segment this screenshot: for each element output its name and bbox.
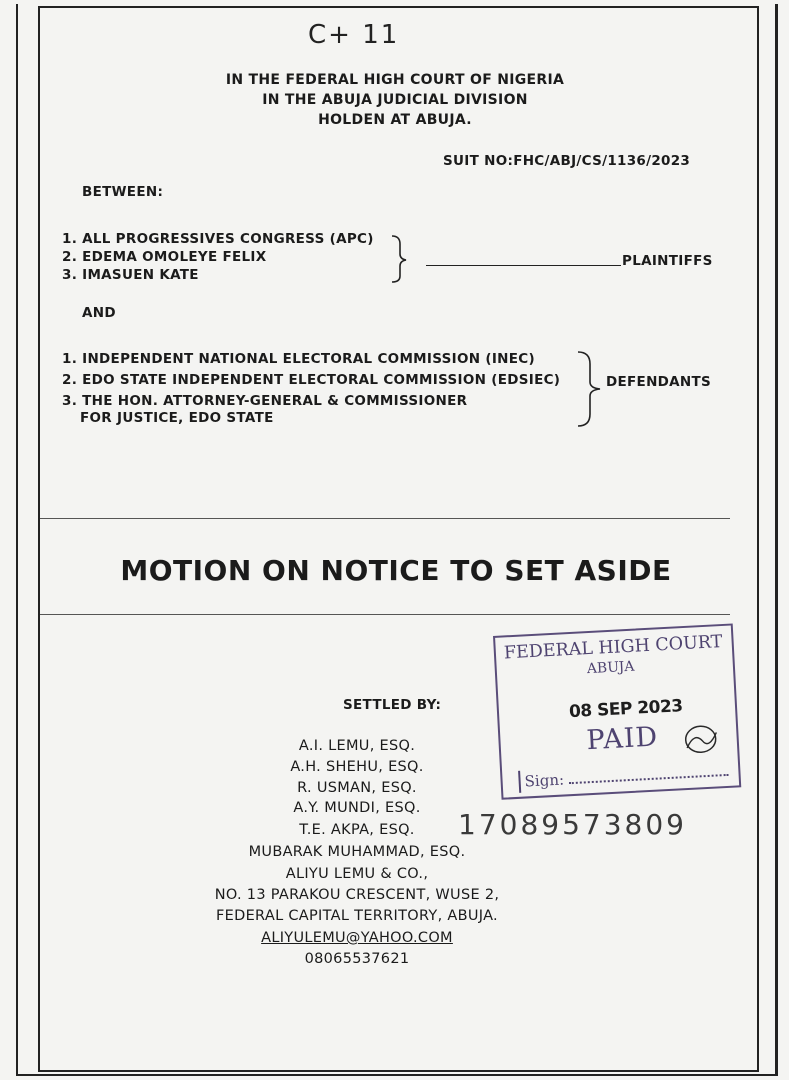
plaintiff-1: 1. ALL PROGRESSIVES CONGRESS (APC) bbox=[62, 231, 374, 247]
lawyer-1: A.I. LEMU, ESQ. bbox=[298, 738, 416, 754]
court-line-3: HOLDEN AT ABUJA. bbox=[318, 112, 472, 128]
court-line-1: IN THE FEDERAL HIGH COURT OF NIGERIA bbox=[225, 72, 565, 88]
title-top-rule bbox=[40, 518, 730, 519]
defendants-label: DEFENDANTS bbox=[606, 374, 712, 390]
defendant-2: 2. EDO STATE INDEPENDENT ELECTORAL COMMISSION (EDSIEC) bbox=[62, 372, 561, 388]
defendant-1: 1. INDEPENDENT NATIONAL ELECTORAL COMMISSION (INEC) bbox=[62, 351, 535, 367]
lawyer-3: R. USMAN, ESQ. bbox=[297, 780, 417, 796]
settled-by-label: SETTLED BY: bbox=[343, 697, 442, 713]
lawyer-4: A.Y. MUNDI, ESQ. bbox=[293, 800, 421, 816]
lawyer-2: A.H. SHEHU, ESQ. bbox=[290, 759, 424, 775]
plaintiffs-leader-line bbox=[426, 265, 621, 266]
plaintiffs-brace bbox=[388, 234, 410, 284]
defendant-3: 3. THE HON. ATTORNEY-GENERAL & COMMISSIONER bbox=[62, 393, 468, 409]
suit-number: SUIT NO:FHC/ABJ/CS/1136/2023 bbox=[443, 153, 691, 169]
plaintiff-3: 3. IMASUEN KATE bbox=[62, 267, 199, 283]
title-bottom-rule bbox=[40, 614, 730, 615]
stamp-initials bbox=[678, 720, 728, 758]
lawyer-6: MUBARAK MUHAMMAD, ESQ. bbox=[248, 844, 466, 860]
firm-phone: 08065537621 bbox=[304, 951, 410, 967]
handwritten-mark: C+ 11 bbox=[308, 20, 400, 50]
motion-title: MOTION ON NOTICE TO SET ASIDE bbox=[120, 554, 672, 587]
handwritten-number: 17089573809 bbox=[458, 808, 687, 841]
firm-address-1: NO. 13 PARAKOU CRESCENT, WUSE 2, bbox=[214, 887, 500, 903]
between-label: BETWEEN: bbox=[82, 184, 164, 200]
plaintiff-2: 2. EDEMA OMOLEYE FELIX bbox=[62, 249, 267, 265]
stamp-court-line: FEDERAL HIGH COURT bbox=[503, 632, 723, 664]
defendant-3-cont: FOR JUSTICE, EDO STATE bbox=[80, 410, 274, 426]
firm-name: ALIYU LEMU & CO., bbox=[285, 866, 429, 882]
firm-email[interactable]: ALIYULEMU@YAHOO.COM bbox=[261, 930, 453, 946]
stamp-sign-label: Sign: bbox=[524, 770, 565, 791]
firm-address-2: FEDERAL CAPITAL TERRITORY, ABUJA. bbox=[216, 908, 498, 924]
defendants-brace bbox=[574, 350, 604, 428]
and-label: AND bbox=[82, 305, 116, 321]
plaintiffs-label: PLAINTIFFS bbox=[622, 253, 713, 269]
stamp-abuja-line: ABUJA bbox=[586, 658, 635, 678]
lawyer-5: T.E. AKPA, ESQ. bbox=[299, 822, 415, 838]
stamp-date: 08 SEP 2023 bbox=[568, 696, 684, 723]
court-line-2: IN THE ABUJA JUDICIAL DIVISION bbox=[262, 92, 528, 108]
stamp-status: PAID bbox=[585, 721, 659, 757]
